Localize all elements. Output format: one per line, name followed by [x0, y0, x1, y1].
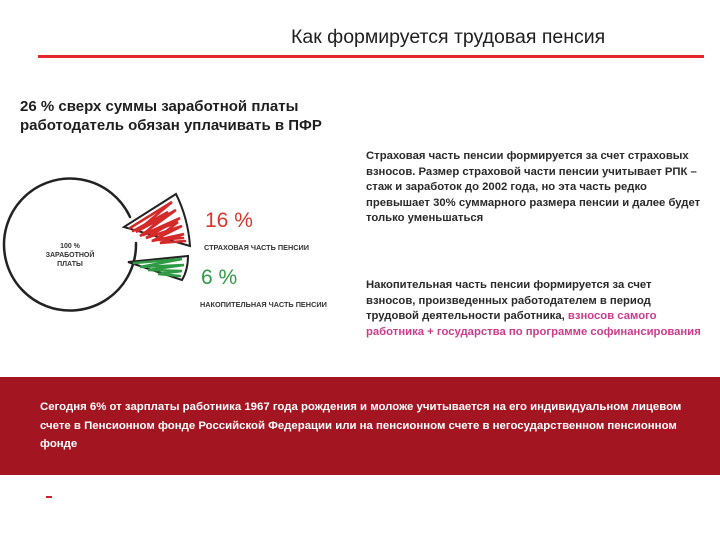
banner-text: Сегодня 6% от зарплаты работника 1967 года рождения и моложе учитывается на его индивидуальном лицевом счете в Пенсионном фонде Российской Федерации или на пенсионном счете в негосударственном пенсионном фонде — [40, 401, 682, 450]
funded-scribble — [134, 259, 184, 276]
headline — [20, 97, 400, 135]
funded-percent: 6 % — [201, 266, 238, 289]
headline-line-1: 26 % сверх суммы заработной платы — [20, 98, 299, 115]
funded-paragraph-text: Накопительная часть пенсии формируется за счет взносов, произведенных работодателем в период трудовой деятельности работника, — [366, 279, 652, 323]
funded-paragraph — [366, 278, 702, 340]
funded-label: НАКОПИТЕЛЬНАЯ ЧАСТЬ ПЕНСИИ — [200, 300, 327, 309]
slide-title: Как формируется трудовая пенсия — [291, 26, 606, 48]
funded-paragraph-highlight: взносов самого работника + государства по программе софинансирования — [366, 310, 701, 338]
pension-diagram-svg — [0, 170, 362, 320]
insurance-label: СТРАХОВАЯ ЧАСТЬ ПЕНСИИ — [204, 243, 310, 252]
insurance-scribble — [130, 202, 185, 243]
title-underline — [38, 55, 704, 58]
circle-label-line-3: ПЛАТЫ — [57, 261, 83, 268]
insurance-percent: 16 % — [205, 209, 253, 232]
circle-label-line-2: ЗАРАБОТНОЙ — [45, 252, 95, 259]
footer-mark — [46, 496, 52, 498]
headline-line-2: работодатель обязан уплачивать в ПФР — [20, 117, 322, 134]
insurance-paragraph: Страховая часть пенсии формируется за счет страховых взносов. Размер страховой части пенсии учитывает РПК – стаж и заработок до 2002 года, но эта часть редко превышает 30% суммарного размера пенсии и далее будет только уменьшаться — [366, 150, 701, 225]
pension-diagram — [0, 170, 362, 320]
circle-label-line-1: 100 % — [60, 243, 80, 250]
info-banner — [0, 377, 720, 475]
